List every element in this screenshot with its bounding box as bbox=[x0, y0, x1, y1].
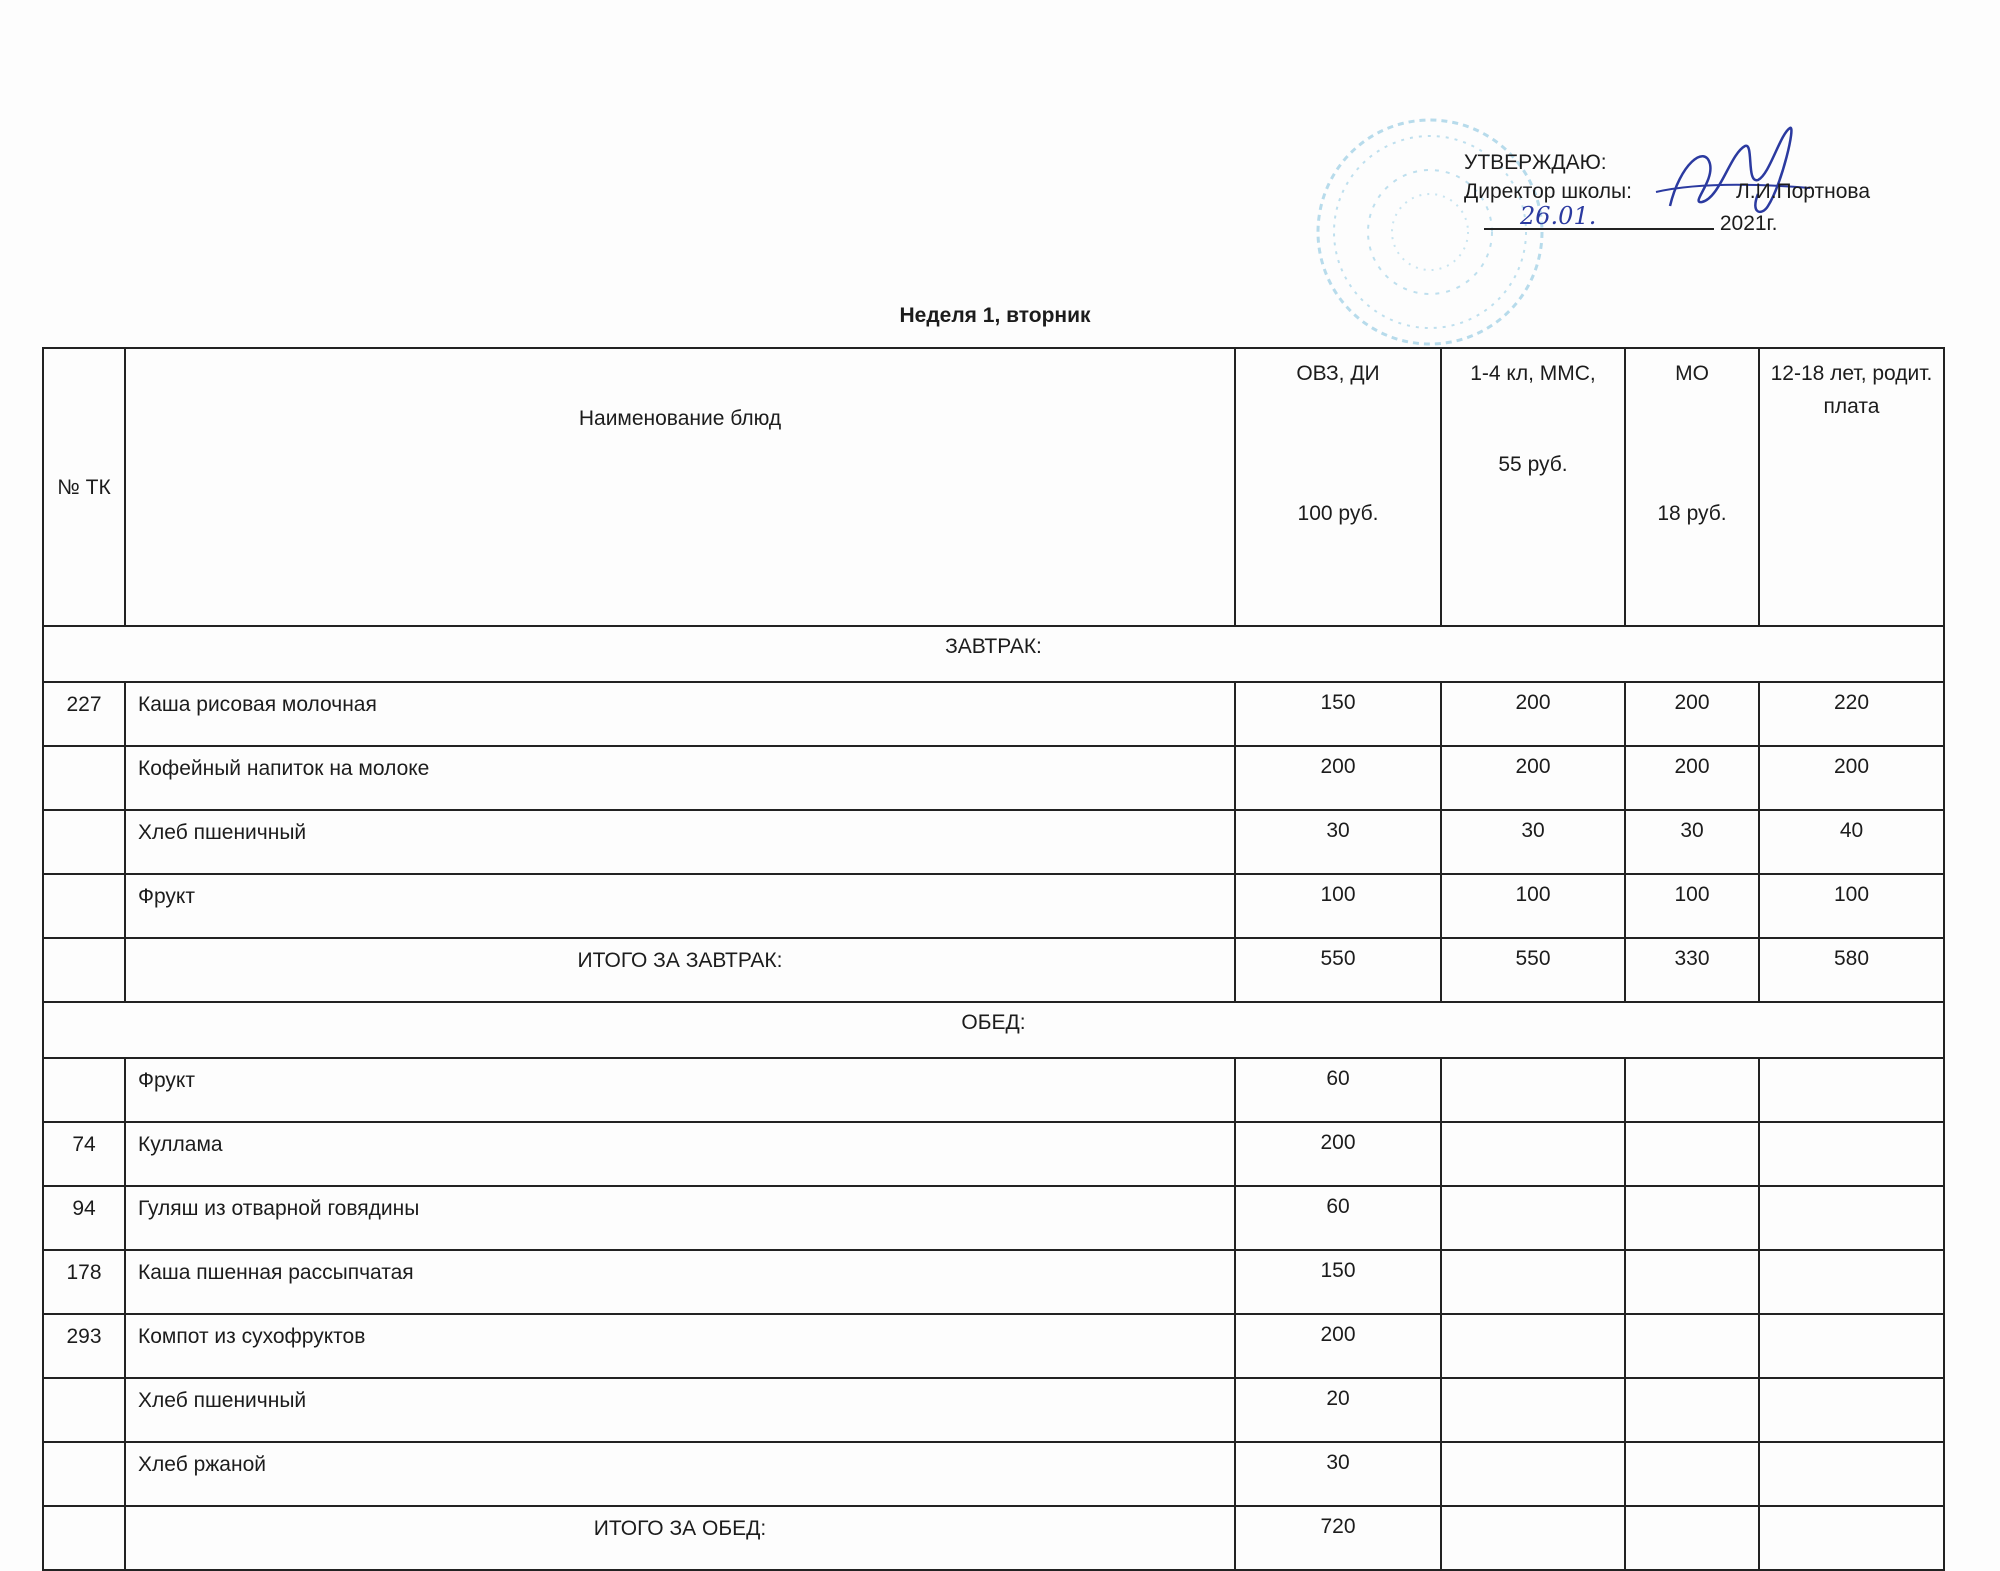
row-v3 bbox=[1625, 1378, 1759, 1442]
row-num: 227 bbox=[43, 682, 125, 746]
row-name: Каша пшенная рассыпчатая bbox=[125, 1250, 1235, 1314]
row-name: Кофейный напиток на молоке bbox=[125, 746, 1235, 810]
row-num bbox=[43, 746, 125, 810]
section-lunch bbox=[43, 1002, 1944, 1058]
row-name: Гуляш из отварной говядины bbox=[125, 1186, 1235, 1250]
row-v1: 150 bbox=[1235, 682, 1441, 746]
page-title: Неделя 1, вторник bbox=[899, 304, 1091, 327]
total-v3 bbox=[1625, 1506, 1759, 1570]
row-v4 bbox=[1759, 1378, 1944, 1442]
row-name: Хлеб ржаной bbox=[125, 1442, 1235, 1506]
row-v2: 30 bbox=[1441, 810, 1625, 874]
total-v2: 550 bbox=[1441, 938, 1625, 1002]
row-name: Фрукт bbox=[125, 1058, 1235, 1122]
approval-title: УТВЕРЖДАЮ: bbox=[1464, 151, 1607, 174]
row-v1: 200 bbox=[1235, 746, 1441, 810]
header-col2-price: 55 руб. bbox=[1498, 453, 1568, 476]
row-num bbox=[43, 1058, 125, 1122]
table-row bbox=[43, 810, 1944, 874]
total-v1: 720 bbox=[1235, 1506, 1441, 1570]
row-v3: 100 bbox=[1625, 874, 1759, 938]
row-v1: 30 bbox=[1235, 1442, 1441, 1506]
row-v4 bbox=[1759, 1186, 1944, 1250]
table-header-row bbox=[43, 348, 1944, 626]
row-v4 bbox=[1759, 1442, 1944, 1506]
table-row bbox=[43, 1058, 1944, 1122]
row-name: Куллама bbox=[125, 1122, 1235, 1186]
row-v1: 200 bbox=[1235, 1314, 1441, 1378]
row-v2 bbox=[1441, 1442, 1625, 1506]
row-num: 74 bbox=[43, 1122, 125, 1186]
row-v3 bbox=[1625, 1058, 1759, 1122]
header-col1 bbox=[1235, 348, 1441, 626]
total-v4 bbox=[1759, 1506, 1944, 1570]
row-v2 bbox=[1441, 1122, 1625, 1186]
row-name: Каша рисовая молочная bbox=[125, 682, 1235, 746]
row-v1: 60 bbox=[1235, 1186, 1441, 1250]
row-num bbox=[43, 1378, 125, 1442]
row-v4 bbox=[1759, 1314, 1944, 1378]
row-name: Компот из сухофруктов bbox=[125, 1314, 1235, 1378]
table-row bbox=[43, 1378, 1944, 1442]
table-row bbox=[43, 1442, 1944, 1506]
row-v4 bbox=[1759, 1250, 1944, 1314]
header-col1-label: ОВЗ, ДИ bbox=[1296, 362, 1380, 385]
row-name: Хлеб пшеничный bbox=[125, 1378, 1235, 1442]
row-v2: 200 bbox=[1441, 746, 1625, 810]
header-num: № ТК bbox=[43, 348, 125, 626]
row-v4: 40 bbox=[1759, 810, 1944, 874]
director-name: Л.И.Портнова bbox=[1735, 180, 1871, 203]
row-v1: 60 bbox=[1235, 1058, 1441, 1122]
section-title: ОБЕД: bbox=[961, 1011, 1026, 1034]
row-num bbox=[43, 810, 125, 874]
row-v1: 100 bbox=[1235, 874, 1441, 938]
row-v3 bbox=[1625, 1314, 1759, 1378]
handwritten-date: 26.01. bbox=[1520, 202, 1597, 230]
row-v2 bbox=[1441, 1378, 1625, 1442]
table-row bbox=[43, 746, 1944, 810]
row-num: 94 bbox=[43, 1186, 125, 1250]
breakfast-total-row bbox=[43, 938, 1944, 1002]
header-name: Наименование блюд bbox=[125, 348, 1235, 626]
row-v4: 220 bbox=[1759, 682, 1944, 746]
table-row bbox=[43, 1122, 1944, 1186]
row-v1: 30 bbox=[1235, 810, 1441, 874]
total-label: ИТОГО ЗА ЗАВТРАК: bbox=[125, 938, 1235, 1002]
header-col4: 12-18 лет, родит. плата bbox=[1759, 348, 1944, 626]
row-v2 bbox=[1441, 1314, 1625, 1378]
row-v3: 200 bbox=[1625, 682, 1759, 746]
row-num: 293 bbox=[43, 1314, 125, 1378]
row-v3 bbox=[1625, 1186, 1759, 1250]
total-label: ИТОГО ЗА ОБЕД: bbox=[125, 1506, 1235, 1570]
table-row bbox=[43, 682, 1944, 746]
row-v4: 200 bbox=[1759, 746, 1944, 810]
row-v2 bbox=[1441, 1250, 1625, 1314]
row-v2: 200 bbox=[1441, 682, 1625, 746]
row-name: Хлеб пшеничный bbox=[125, 810, 1235, 874]
total-v1: 550 bbox=[1235, 938, 1441, 1002]
total-v2 bbox=[1441, 1506, 1625, 1570]
row-num bbox=[43, 874, 125, 938]
header-col3-price: 18 руб. bbox=[1657, 502, 1727, 525]
row-v1: 20 bbox=[1235, 1378, 1441, 1442]
section-breakfast bbox=[43, 626, 1944, 682]
table-row bbox=[43, 1186, 1944, 1250]
header-col1-price: 100 руб. bbox=[1297, 502, 1379, 525]
approval-year: 2021г. bbox=[1719, 212, 1778, 235]
table-row bbox=[43, 874, 1944, 938]
row-v3: 30 bbox=[1625, 810, 1759, 874]
table-row bbox=[43, 1314, 1944, 1378]
row-v3: 200 bbox=[1625, 746, 1759, 810]
row-num bbox=[43, 1442, 125, 1506]
header-col3-label: МО bbox=[1675, 362, 1709, 385]
header-col3 bbox=[1625, 348, 1759, 626]
row-num: 178 bbox=[43, 1250, 125, 1314]
row-v4 bbox=[1759, 1058, 1944, 1122]
row-v2: 100 bbox=[1441, 874, 1625, 938]
row-v4 bbox=[1759, 1122, 1944, 1186]
header-col2 bbox=[1441, 348, 1625, 626]
header-col2-label: 1-4 кл, ММС, bbox=[1470, 362, 1596, 385]
section-title: ЗАВТРАК: bbox=[945, 635, 1042, 658]
total-v3: 330 bbox=[1625, 938, 1759, 1002]
row-v2 bbox=[1441, 1186, 1625, 1250]
row-v1: 200 bbox=[1235, 1122, 1441, 1186]
total-v4: 580 bbox=[1759, 938, 1944, 1002]
row-v3 bbox=[1625, 1250, 1759, 1314]
row-name: Фрукт bbox=[125, 874, 1235, 938]
row-v3 bbox=[1625, 1122, 1759, 1186]
approval-block bbox=[1464, 148, 1870, 235]
row-v4: 100 bbox=[1759, 874, 1944, 938]
date-blank bbox=[1484, 206, 1714, 230]
row-v1: 150 bbox=[1235, 1250, 1441, 1314]
lunch-total-row bbox=[43, 1506, 1944, 1570]
director-label: Директор школы: bbox=[1464, 180, 1632, 203]
row-v3 bbox=[1625, 1442, 1759, 1506]
menu-table bbox=[42, 347, 1945, 1571]
table-row bbox=[43, 1250, 1944, 1314]
approval-date-line bbox=[1464, 202, 1870, 235]
row-v2 bbox=[1441, 1058, 1625, 1122]
